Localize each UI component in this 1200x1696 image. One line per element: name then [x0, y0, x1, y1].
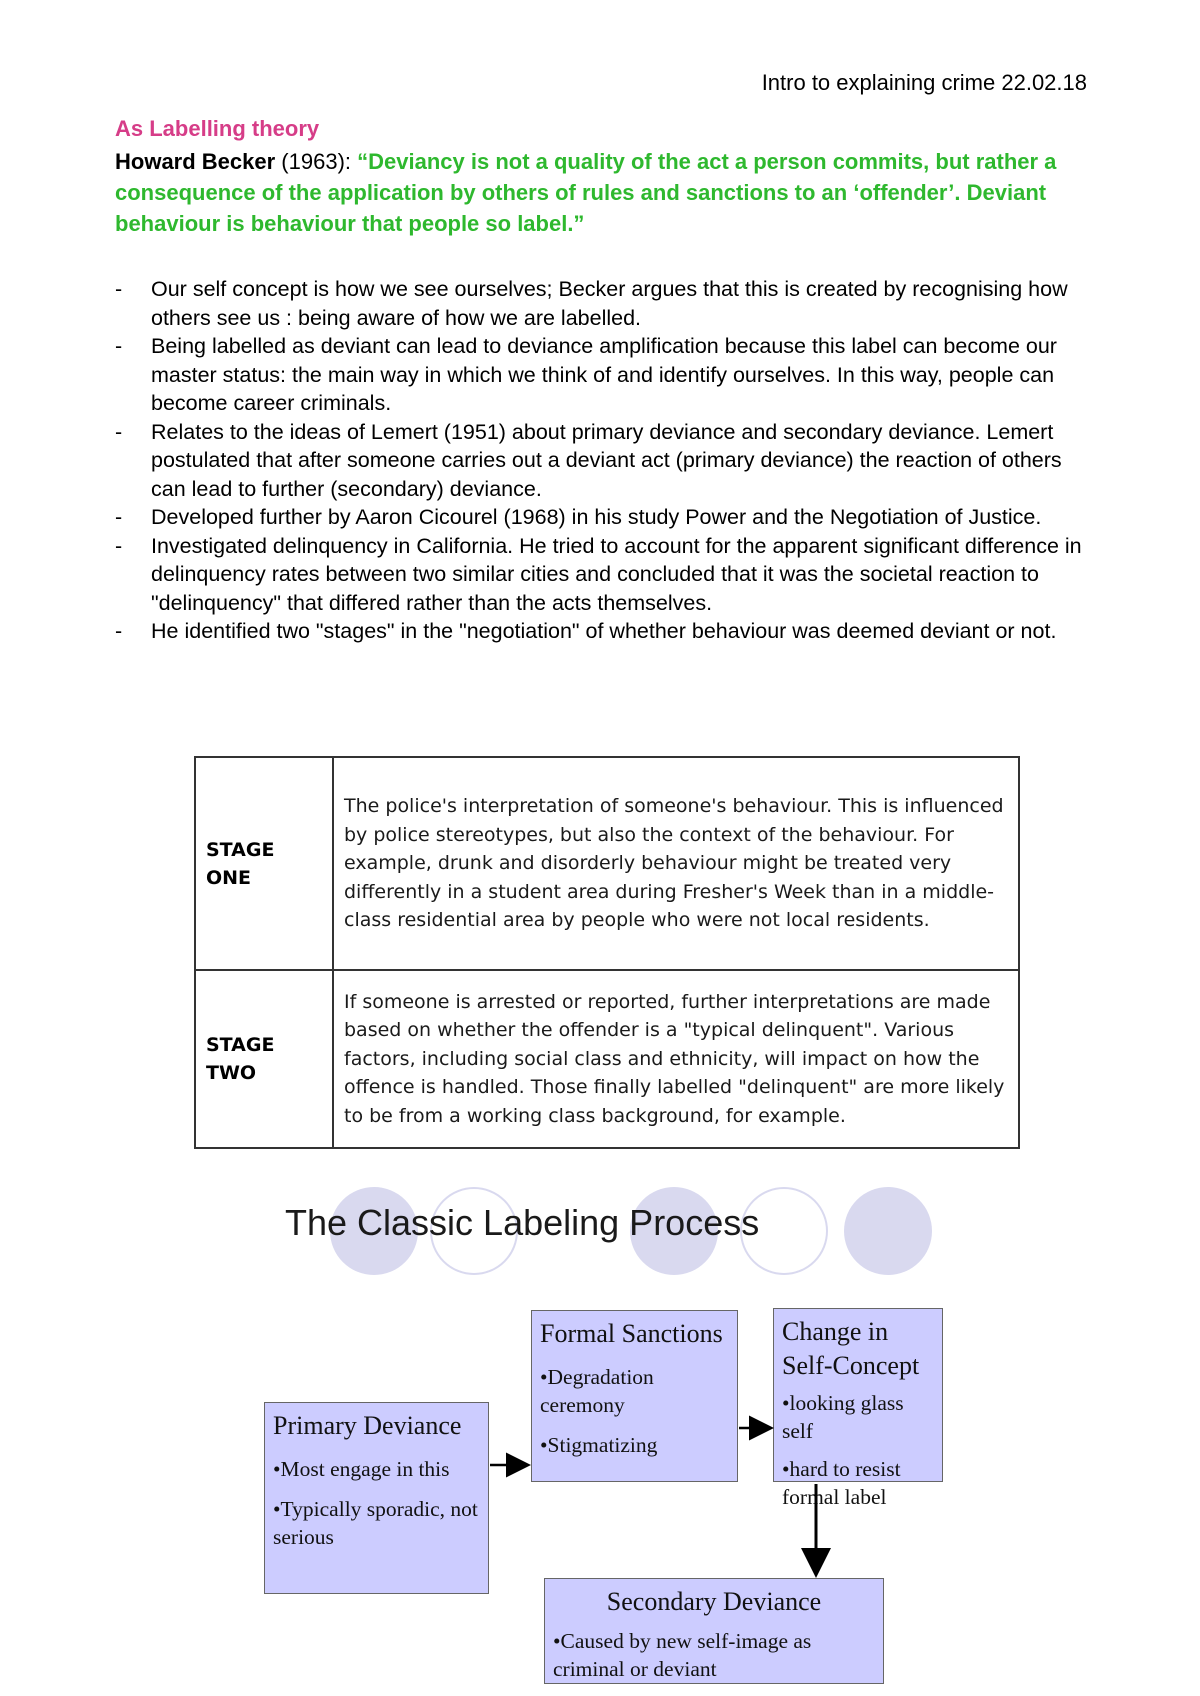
primary-deviance-box — [264, 1402, 489, 1594]
list-item — [115, 332, 1100, 418]
decorative-circle — [844, 1187, 932, 1275]
list-item — [115, 617, 1100, 646]
author-name: Howard Becker — [115, 149, 276, 174]
box-item: •Most engage in this — [273, 1457, 450, 1481]
header-title-date: Intro to explaining crime 22.02.18 — [761, 70, 1087, 95]
bullet-marker: - — [115, 619, 123, 643]
stage-label — [195, 757, 333, 970]
box-title: Primary Deviance — [273, 1411, 462, 1440]
list-item-text: Investigated delinquency in California. He tried to account for the apparent significant difference in delinquency rates between two similar cities and concluded that it was the societal reaction to "delinquency" that differed rather than the acts themselves. — [151, 533, 1082, 615]
box-title: Formal Sanctions — [540, 1319, 723, 1348]
diagram-title: The Classic Labeling Process — [285, 1202, 760, 1243]
list-item — [115, 532, 1100, 618]
box-title: Change in Self-Concept — [782, 1317, 920, 1380]
table-row — [195, 757, 1019, 970]
list-item-text: Developed further by Aaron Cicourel (1968) in his study Power and the Negotiation of Justice. — [151, 505, 1042, 529]
box-item: •looking glass self — [782, 1391, 904, 1443]
list-item-text: He identified two "stages" in the "negotiation" of whether behaviour was deemed deviant or not. — [151, 619, 1057, 643]
box-title: Secondary Deviance — [606, 1587, 822, 1616]
formal-sanctions-box — [531, 1310, 738, 1482]
list-item — [115, 275, 1100, 332]
stage-label-line: ONE — [206, 866, 252, 889]
bullet-list — [115, 275, 1100, 646]
stage-description: The police's interpretation of someone's behaviour. This is influenced by police stereotypes, but also the context of the behaviour. For example, drunk and disorderly behaviour might be treated very differently in a student area during Fresher's Week than in a middle-class residential area by people who were not local residents. — [333, 757, 1019, 970]
bullet-marker: - — [115, 277, 123, 301]
box-item: •hard to resist formal label — [782, 1457, 901, 1509]
list-item-text: Being labelled as deviant can lead to deviance amplification because this label can become our master status: the main way in which we think of and identify ourselves. In this way, people can become career criminals. — [151, 334, 1057, 415]
secondary-deviance-box — [544, 1578, 884, 1684]
stage-label-line: STAGE — [206, 838, 275, 861]
stages-table — [194, 756, 1020, 1149]
box-item: •Caused by new self-image as criminal or deviant — [553, 1629, 812, 1681]
list-item — [115, 503, 1100, 532]
box-item: •Typically sporadic, not serious — [273, 1497, 478, 1549]
bullet-marker: - — [115, 533, 123, 558]
self-concept-box — [773, 1308, 943, 1509]
author-year: (1963): — [275, 149, 358, 174]
bullet-marker: - — [115, 505, 123, 529]
list-item — [115, 418, 1100, 504]
table-row — [195, 970, 1019, 1148]
stage-label-line: TWO — [206, 1062, 257, 1084]
stage-label-line: STAGE — [206, 1034, 275, 1056]
stage-description: If someone is arrested or reported, further interpretations are made based on whether the offender is a "typical delinquent". Various factors, including social class and ethnicity, will impact on how the offence is handled. Those finally labelled "delinquent" are more likely to be from a working class background, for example. — [333, 970, 1019, 1148]
box-item: •Stigmatizing — [540, 1433, 658, 1457]
list-item-text: Our self concept is how we see ourselves; Becker argues that this is created by recognising how others see us : being aware of how we are labelled. — [151, 277, 1068, 330]
becker-quote: “Deviancy is not a quality of the act a person commits, but rather a consequence of the application by others of rules and sanctions to an ‘offender’. Deviant behaviour is behaviour that people so label.” — [115, 149, 1057, 236]
box-item: •Degradation ceremony — [540, 1365, 654, 1417]
section-heading: As Labelling theory — [115, 116, 320, 141]
stage-label — [195, 970, 333, 1148]
list-item-text: Relates to the ideas of Lemert (1951) about primary deviance and secondary deviance. Lemert postulated that after someone carries out a deviant act (primary deviance) the reaction of others can lead to further (secondary) deviance. — [151, 419, 1062, 501]
becker-intro — [115, 146, 1090, 239]
bullet-marker: - — [115, 334, 123, 358]
bullet-marker: - — [115, 419, 123, 444]
